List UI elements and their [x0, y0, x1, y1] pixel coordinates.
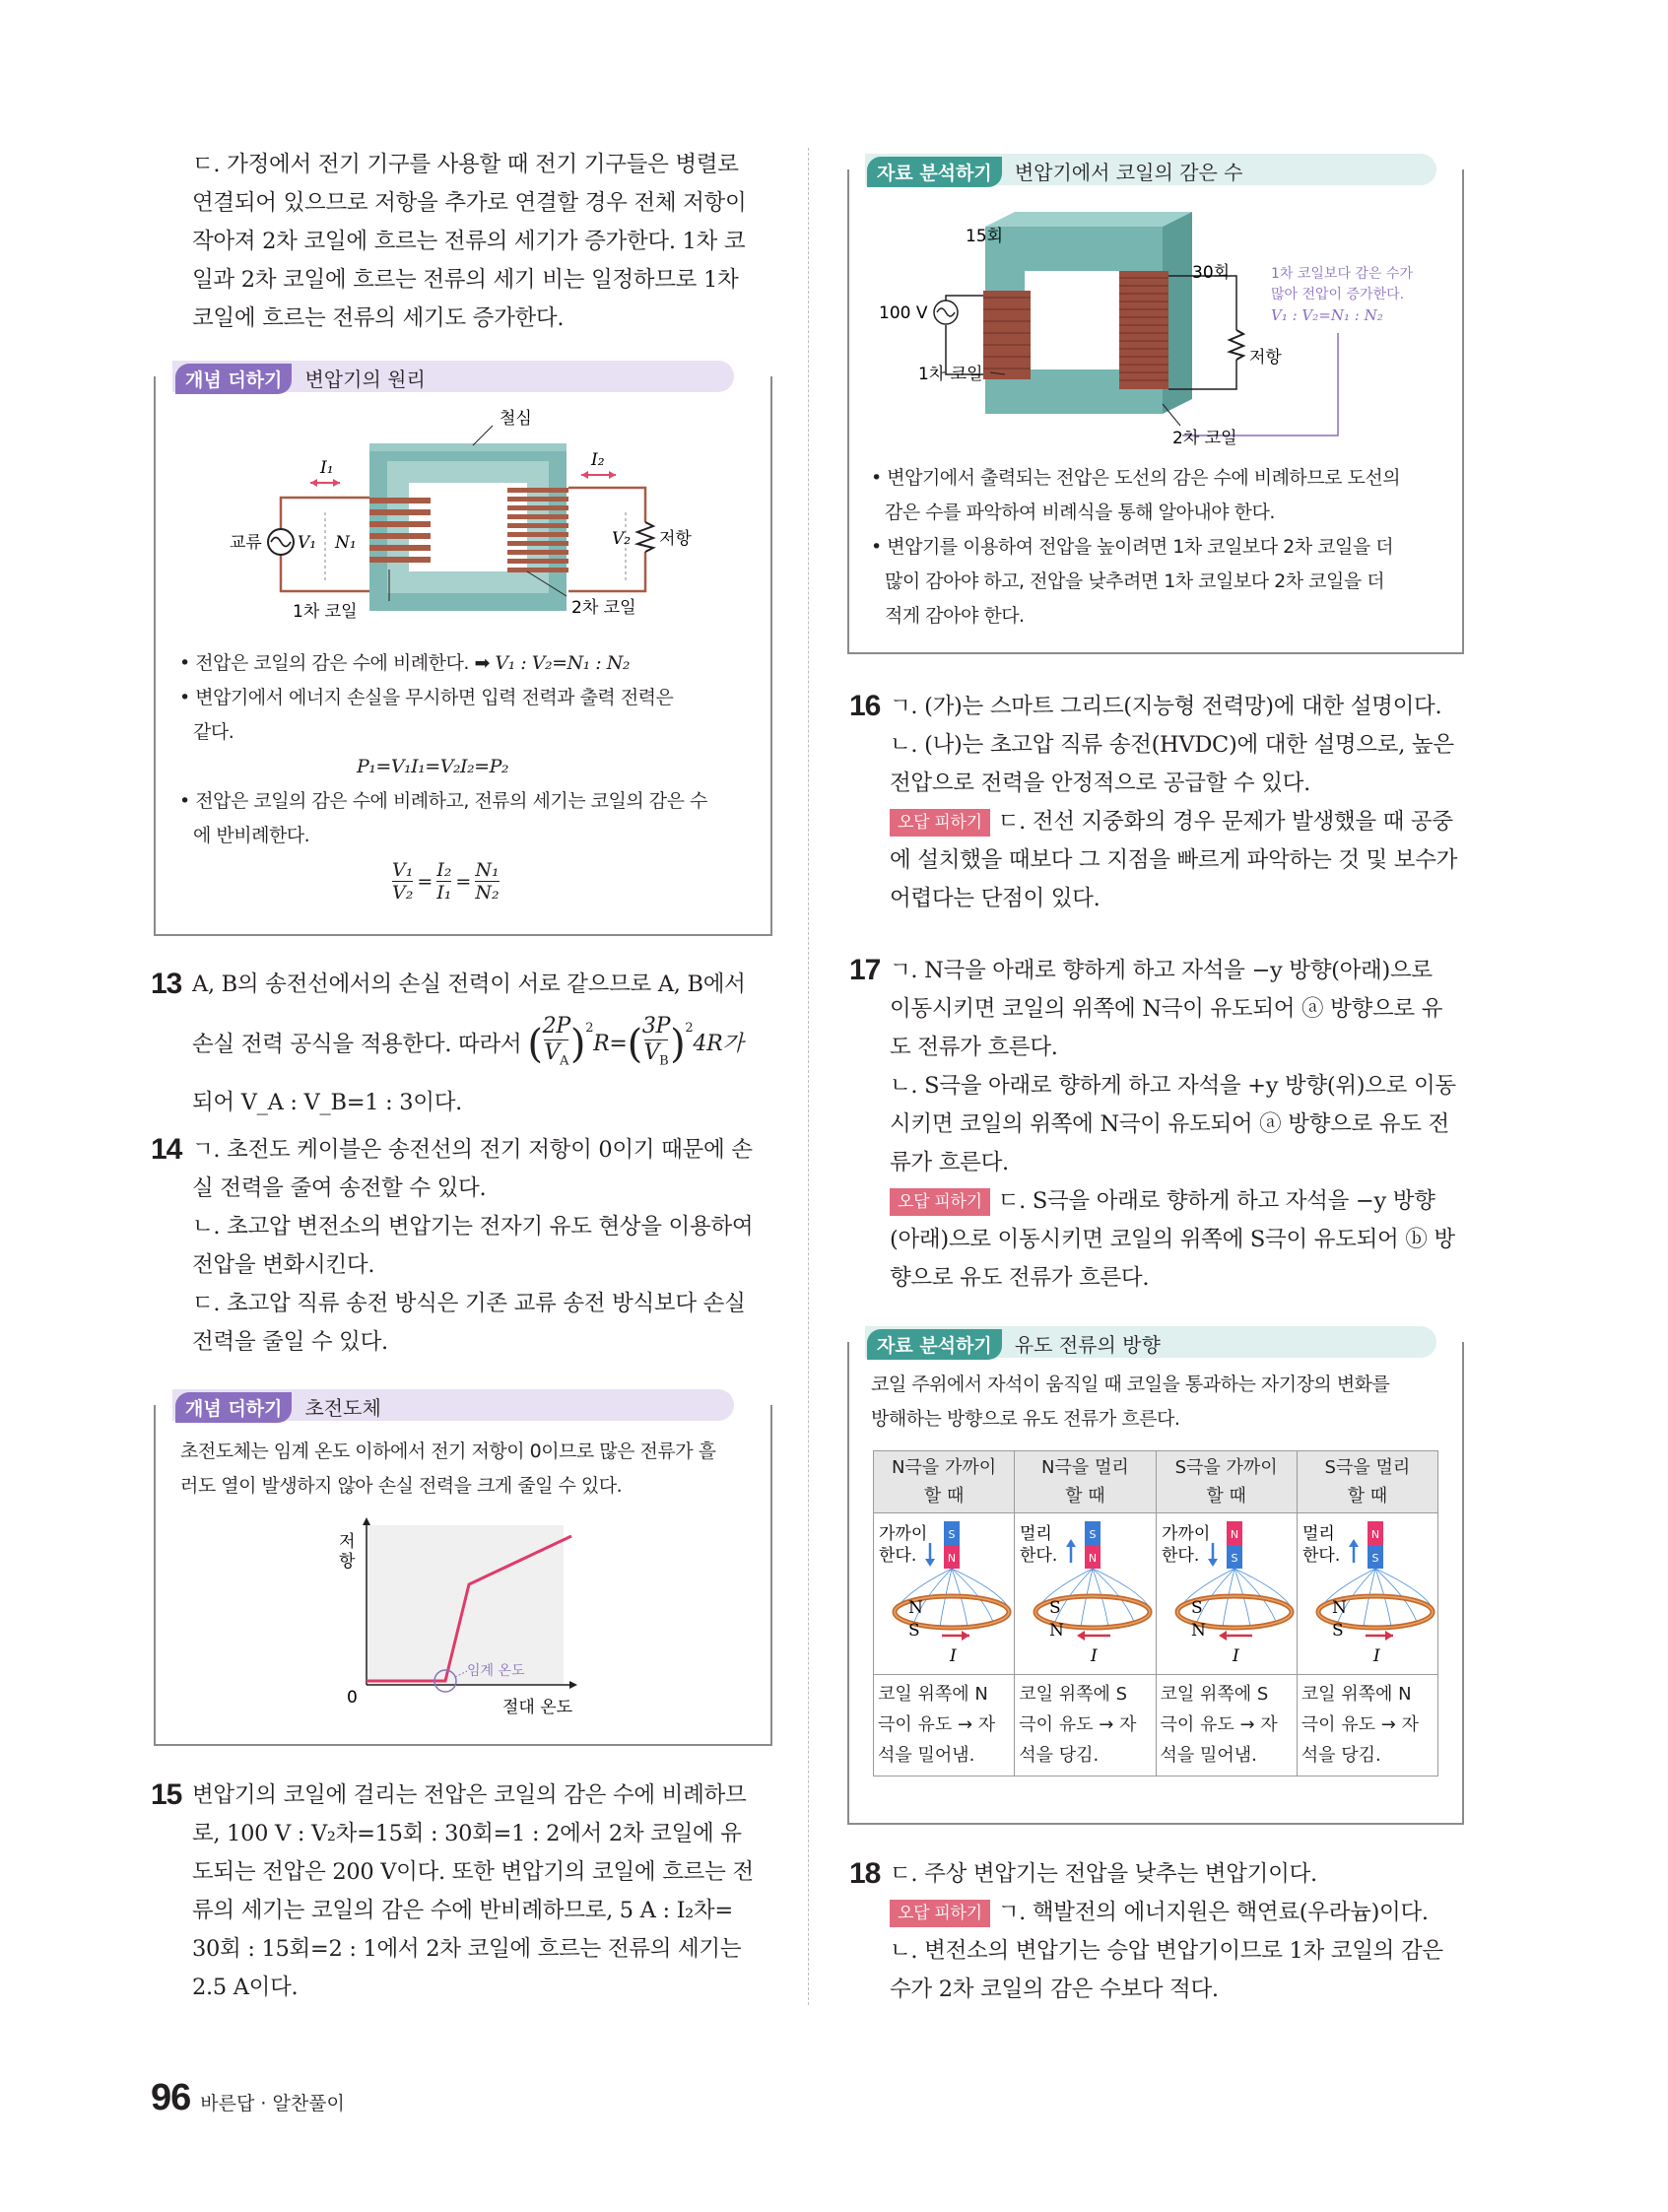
- concept-tag: 개념 더하기: [175, 364, 292, 394]
- text-line: 2.5 A이다.: [192, 1975, 299, 2000]
- text-line: 변압기의 코일에 걸리는 전압은 코일의 감은 수에 비례하므: [192, 1782, 747, 1808]
- header-line: 할 때: [1206, 1486, 1246, 1507]
- result-line: 극이 유도 → 자: [1019, 1714, 1137, 1735]
- exponent: 2: [685, 1021, 694, 1036]
- text-line: 전압으로 전력을 안정적으로 공급할 수 있다.: [890, 771, 1310, 796]
- frac-num: 2P: [542, 1014, 570, 1039]
- text-line: 방해하는 방향으로 유도 전류가 흐른다.: [871, 1408, 1180, 1430]
- magnet-pole-label: S: [1089, 1528, 1097, 1541]
- text-line: 연결되어 있으므로 저항을 추가로 연결할 경우 전체 저항이: [192, 190, 747, 216]
- bullet-3a: • 전압은 코일의 감은 수에 비례하고, 전류의 세기는 코일의 감은 수: [179, 790, 707, 812]
- current-label: I: [1372, 1646, 1380, 1666]
- induced-pole-top: N: [908, 1598, 923, 1618]
- text-line: 도 전류가 흐른다.: [890, 1035, 1058, 1060]
- text-line: ㄴ. 초고압 변전소의 변압기는 전자기 유도 현상을 이용하여: [192, 1214, 754, 1240]
- bullet-line: • 변압기를 이용하여 전압을 높이려면 1차 코일보다 2차 코일을 더: [871, 536, 1394, 558]
- motion-arrow-icon: [1066, 1539, 1076, 1563]
- motion-arrow-icon: [925, 1543, 935, 1567]
- header-line: 할 때: [923, 1486, 965, 1507]
- induction-illustration: [875, 1513, 1013, 1669]
- x-label: 절대 온도: [502, 1698, 573, 1717]
- coil1-label: 1차 코일: [293, 602, 358, 622]
- result-cell: [1015, 1675, 1156, 1776]
- ohdap-badge: 오답 피하기: [890, 809, 990, 837]
- magnet-pole-label: N: [1089, 1552, 1098, 1565]
- concept-title: 변압기의 원리: [304, 368, 426, 391]
- header-line: S극을 멀리: [1324, 1457, 1411, 1478]
- exponent: 2: [585, 1021, 594, 1036]
- frac-num: N₁: [475, 859, 500, 881]
- ohdap-badge: 오답 피하기: [890, 1900, 990, 1927]
- frac-num: 3P: [641, 1014, 671, 1039]
- transformer-turns-diagram: [867, 207, 1448, 453]
- formula-mid: R=: [593, 1031, 628, 1056]
- induced-pole-top: N: [1331, 1598, 1347, 1618]
- action-label: 한다.: [1161, 1546, 1199, 1566]
- origin-label: 0: [347, 1688, 358, 1708]
- turns2-label: 30회: [1192, 263, 1231, 283]
- ac-label: 교류: [230, 533, 262, 553]
- header-line: N극을 가까이: [892, 1457, 997, 1478]
- text-line: 로, 100 V : V₂차=15회 : 30회=1 : 2에서 2차 코일에 유: [192, 1821, 742, 1846]
- table-header-cell: [1015, 1451, 1156, 1513]
- bullet-2a: • 변압기에서 에너지 손실을 무시하면 입력 전력과 출력 전력은: [179, 687, 674, 708]
- resistor-icon: [1230, 330, 1243, 360]
- result-line: 석을 당김.: [1301, 1745, 1381, 1766]
- text-line: 이동시키면 코일의 위쪽에 N극이 유도되어 ⓐ 방향으로 유: [890, 996, 1443, 1022]
- current-label: I: [950, 1646, 957, 1666]
- current1-label: I₁: [320, 458, 334, 478]
- formula-vn: V₁ : V₂=N₁ : N₂: [495, 652, 630, 674]
- text-line: ㄴ. S극을 아래로 향하게 하고 자석을 +y 방향(위)으로 이동: [890, 1073, 1456, 1099]
- header-line: N극을 멀리: [1041, 1457, 1129, 1478]
- ohdap-badge: 오답 피하기: [890, 1188, 990, 1216]
- frac-sub: A: [560, 1053, 569, 1069]
- critical-temp-label: 임계 온도: [467, 1663, 525, 1679]
- frac-num: I₂: [436, 859, 452, 881]
- data-header: [867, 1329, 1161, 1360]
- text-line: ㄱ. 핵발전의 에너지원은 핵연료(우라늄)이다.: [997, 1900, 1429, 1925]
- transformer-diagram: [222, 404, 734, 631]
- current-label: I: [1091, 1646, 1099, 1666]
- n2-label: N₂: [576, 529, 598, 549]
- result-line: 석을 당김.: [1019, 1745, 1100, 1766]
- text-line: 일과 2차 코일에 흐르는 전류의 세기 비는 일정하므로 1차: [192, 267, 739, 293]
- q17-answer: [890, 952, 1471, 1298]
- v2-label: V₂: [612, 529, 632, 549]
- bar-magnet-icon: [1227, 1521, 1242, 1569]
- question-number: 17: [849, 954, 881, 986]
- induced-pole-top: S: [1190, 1598, 1203, 1618]
- frac-num: V₁: [392, 859, 414, 881]
- induced-pole-top: S: [1049, 1598, 1062, 1618]
- table-header-cell: [874, 1451, 1015, 1513]
- text-line: 코일에 흐르는 전류의 세기도 증가한다.: [192, 305, 565, 331]
- text-line: ㄷ. 초고압 직류 송전 방식은 기존 교류 송전 방식보다 손실: [192, 1291, 746, 1316]
- text-line: 어렵다는 단점이 있다.: [890, 886, 1101, 911]
- text-line: 초전도체는 임계 온도 이하에서 전기 저항이 0이므로 많은 전류가 흘: [180, 1441, 716, 1462]
- secondary-coil: [1119, 271, 1168, 389]
- result-line: 극이 유도 → 자: [878, 1714, 996, 1735]
- magnet-pole-label: S: [948, 1528, 956, 1541]
- header-line: S극을 가까이: [1174, 1457, 1278, 1478]
- result-line: 코일 위쪽에 S: [1160, 1684, 1269, 1705]
- n1-label: N₁: [335, 533, 357, 553]
- concept-tag: 개념 더하기: [175, 1392, 292, 1423]
- induction-illustration-cell: [1015, 1513, 1156, 1675]
- text-line: 수가 2차 코일의 감은 수보다 적다.: [890, 1977, 1219, 2002]
- coil2-label: 2차 코일: [1172, 429, 1237, 448]
- q16-answer: [890, 688, 1471, 918]
- result-line: 극이 유도 → 자: [1160, 1714, 1278, 1735]
- text-line: ㄷ. S극을 아래로 향하게 하고 자석을 −y 방향: [997, 1188, 1435, 1214]
- formula-power: P₁=V₁I₁=V₂I₂=P₂: [357, 756, 508, 777]
- magnet-pole-label: S: [1371, 1552, 1379, 1565]
- result-cell: [1156, 1675, 1297, 1776]
- concept-title: 초전도체: [304, 1396, 381, 1420]
- text-line: ㄱ. 초전도 케이블은 송전선의 전기 저항이 0이기 때문에 손: [192, 1137, 753, 1163]
- action-label: 멀리: [1301, 1524, 1335, 1544]
- frac-den: N₂: [475, 882, 500, 904]
- bar-magnet-icon: [1368, 1521, 1383, 1569]
- data2-text: [871, 1368, 1452, 1437]
- primary-coil: [983, 291, 1031, 379]
- text-line: 도되는 전압은 200 V이다. 또한 변압기의 코일에 흐르는 전: [192, 1859, 754, 1885]
- magnet-pole-label: N: [1230, 1528, 1238, 1541]
- text-line: ㄷ. 가정에서 전기 기구를 사용할 때 전기 기구들은 병렬로: [192, 152, 739, 177]
- column-divider: [808, 148, 809, 2005]
- question-number: 15: [151, 1778, 182, 1811]
- table-header-cell: [1297, 1451, 1437, 1513]
- text-line: 류가 흐른다.: [890, 1150, 1009, 1175]
- page-number: 96: [151, 2077, 191, 2118]
- data-tag: 자료 분석하기: [867, 1329, 1002, 1360]
- data-header: [867, 157, 1242, 187]
- voltage-label: 100 V: [879, 303, 928, 323]
- data-title: 변압기에서 코일의 감은 수: [1014, 161, 1243, 184]
- superconductor-chart: [325, 1517, 621, 1719]
- loss-formula: ( 2P $V_A$ ) $^2$ R= ( 3P $V_B$ ) $^2$ 4R가: [527, 1014, 743, 1074]
- induced-pole-bottom: S: [908, 1621, 920, 1641]
- text-line: ㄴ. (나)는 초고압 직류 송전(HVDC)에 대한 설명으로, 높은: [890, 732, 1454, 758]
- text-line: 전압을 변화시킨다.: [192, 1252, 375, 1278]
- current2-label: I₂: [591, 450, 605, 470]
- frac-den: V: [544, 1040, 561, 1065]
- text-line: ㄴ. 변전소의 변압기는 승압 변압기이므로 1차 코일의 감은: [890, 1938, 1443, 1964]
- question-number: 13: [151, 968, 182, 1000]
- footer-label: 바른답 · 알찬풀이: [200, 2093, 345, 2114]
- induction-illustration: [1158, 1513, 1296, 1669]
- text-line: 실 전력을 줄여 송전할 수 있다.: [192, 1175, 487, 1201]
- bullet-1: • 전압은 코일의 감은 수에 비례한다. ➡: [179, 652, 496, 674]
- bullet-line: • 변압기에서 출력되는 전압은 도선의 감은 수에 비례하므로 도선의: [871, 467, 1401, 489]
- magnet-pole-label: N: [948, 1552, 957, 1565]
- bar-magnet-icon: [944, 1521, 960, 1569]
- table-header-cell: [1156, 1451, 1297, 1513]
- result-cell: [874, 1675, 1015, 1776]
- question-number: 16: [849, 690, 881, 722]
- result-line: 코일 위쪽에 N: [878, 1684, 988, 1705]
- coil2-label: 2차 코일: [571, 598, 636, 618]
- induced-pole-bottom: N: [1049, 1621, 1065, 1641]
- data1-bullets: [871, 461, 1452, 634]
- data-tag: 자료 분석하기: [867, 157, 1002, 187]
- formula-tail: 4R가: [693, 1031, 744, 1056]
- induction-illustration-cell: [874, 1513, 1015, 1675]
- note-formula: V₁ : V₂=N₁ : N₂: [1271, 306, 1383, 324]
- text-line: 향으로 유도 전류가 흐른다.: [890, 1265, 1150, 1291]
- action-label: 한다.: [879, 1546, 917, 1566]
- frac-den: V: [643, 1040, 660, 1065]
- text-line: 시키면 코일의 위쪽에 N극이 유도되어 ⓐ 방향으로 유도 전: [890, 1111, 1449, 1137]
- result-line: 석을 밀어냄.: [878, 1745, 975, 1766]
- text-line: ㄱ. N극을 아래로 향하게 하고 자석을 −y 방향(아래)으로: [890, 958, 1433, 983]
- equals: =: [417, 870, 434, 893]
- frac-den: I₁: [436, 882, 452, 904]
- y-label: 저: [339, 1532, 356, 1552]
- concept2-text: [180, 1435, 762, 1504]
- induction-illustration: [1299, 1513, 1436, 1669]
- action-label: 한다.: [1020, 1546, 1058, 1566]
- bullet-line: 감은 수를 파악하여 비례식을 통해 알아내야 한다.: [885, 502, 1275, 523]
- magnet-pole-label: S: [1231, 1552, 1238, 1565]
- current-label: I: [1232, 1646, 1239, 1666]
- action-label: 가까이: [879, 1524, 928, 1544]
- q18-answer: [890, 1855, 1471, 2009]
- action-label: 가까이: [1161, 1524, 1210, 1544]
- induction-illustration: [1016, 1513, 1154, 1669]
- text-line: 되어 V_A : V_B=1 : 3이다.: [192, 1090, 462, 1116]
- bullet-line: 많이 감아야 하고, 전압을 낮추려면 1차 코일보다 2차 코일을 더: [885, 570, 1385, 592]
- ratio-formula: [392, 859, 500, 904]
- resistor-label: 저항: [659, 529, 692, 549]
- coil1-label: 1차 코일: [918, 365, 983, 384]
- text-line: ㄷ. 전선 지중화의 경우 문제가 발생했을 때 공중: [997, 809, 1453, 835]
- action-label: 멀리: [1020, 1524, 1053, 1544]
- q15-answer: [192, 1776, 773, 2007]
- induction-table: [873, 1450, 1438, 1776]
- bullet-3b: 에 반비례한다.: [193, 825, 310, 846]
- concept-header: [175, 1392, 381, 1423]
- concept-header: [175, 364, 426, 394]
- motion-arrow-icon: [1208, 1543, 1218, 1567]
- result-line: 코일 위쪽에 S: [1019, 1684, 1128, 1705]
- footer: [151, 2077, 345, 2119]
- text-line: 류의 세기는 코일의 감은 수에 반비례하므로, 5 A : I₂차=: [192, 1898, 733, 1923]
- resistor-label: 저항: [1249, 348, 1282, 368]
- question-number: 18: [849, 1857, 881, 1890]
- y-label: 항: [339, 1552, 356, 1572]
- q14-answer: [192, 1131, 773, 1362]
- text-line: 손실 전력 공식을 적용한다. 따라서: [192, 1031, 522, 1057]
- text-line: 30회 : 15회=2 : 1에서 2차 코일에 흐르는 전류의 세기는: [192, 1936, 742, 1962]
- question-number: 14: [151, 1133, 182, 1166]
- text-line: 전력을 줄일 수 있다.: [192, 1329, 388, 1355]
- motion-arrow-icon: [1349, 1539, 1359, 1563]
- frac-sub: B: [659, 1053, 669, 1069]
- header-line: 할 때: [1347, 1486, 1388, 1507]
- left-top-paragraph: [192, 146, 773, 338]
- text-line: 작아져 2차 코일에 흐르는 전류의 세기가 증가한다. 1차 코: [192, 229, 746, 254]
- v1-label: V₁: [298, 533, 317, 553]
- note-line: 많아 전압이 증가한다.: [1271, 287, 1405, 302]
- bullet-line: 적게 감아야 한다.: [885, 605, 1025, 627]
- text-line: ㄷ. 주상 변압기는 전압을 낮추는 변압기이다.: [890, 1861, 1317, 1887]
- text-line: A, B의 송전선에서의 손실 전력이 서로 같으므로 A, B에서: [192, 972, 746, 997]
- induced-pole-bottom: S: [1331, 1621, 1344, 1641]
- text-line: 에 설치했을 때보다 그 지점을 빠르게 파악하는 것 및 보수가: [890, 847, 1458, 873]
- text-line: 러도 열이 발생하지 않아 손실 전력을 크게 줄일 수 있다.: [180, 1475, 623, 1497]
- note-line: 1차 코일보다 감은 수가: [1271, 266, 1413, 282]
- result-cell: [1297, 1675, 1437, 1776]
- result-line: 극이 유도 → 자: [1301, 1714, 1419, 1735]
- result-line: 코일 위쪽에 N: [1301, 1684, 1412, 1705]
- induction-illustration-cell: [1297, 1513, 1437, 1675]
- magnet-pole-label: N: [1370, 1528, 1379, 1541]
- frac-den: V₂: [392, 882, 414, 904]
- text-line: ㄱ. (가)는 스마트 그리드(지능형 전력망)에 대한 설명이다.: [890, 694, 1442, 719]
- header-line: 할 때: [1065, 1486, 1105, 1507]
- induced-pole-bottom: N: [1190, 1621, 1206, 1641]
- core-label: 철심: [500, 409, 532, 429]
- action-label: 한다.: [1301, 1546, 1341, 1566]
- turns1-label: 15회: [966, 227, 1004, 246]
- text-line: (아래)으로 이동시키면 코일의 위쪽에 S극이 유도되어 ⓑ 방: [890, 1227, 1455, 1252]
- q13-answer: [192, 966, 773, 1122]
- induction-illustration-cell: [1156, 1513, 1297, 1675]
- bar-magnet-icon: [1085, 1521, 1101, 1569]
- data-title: 유도 전류의 방향: [1014, 1333, 1161, 1357]
- result-line: 석을 밀어냄.: [1160, 1745, 1257, 1766]
- concept-bullets: [179, 646, 756, 853]
- equals: =: [455, 870, 472, 893]
- bullet-2b: 같다.: [193, 721, 234, 743]
- resistor-icon: [637, 522, 653, 552]
- text-line: 코일 주위에서 자석이 움직일 때 코일을 통과하는 자기장의 변화를: [871, 1374, 1390, 1395]
